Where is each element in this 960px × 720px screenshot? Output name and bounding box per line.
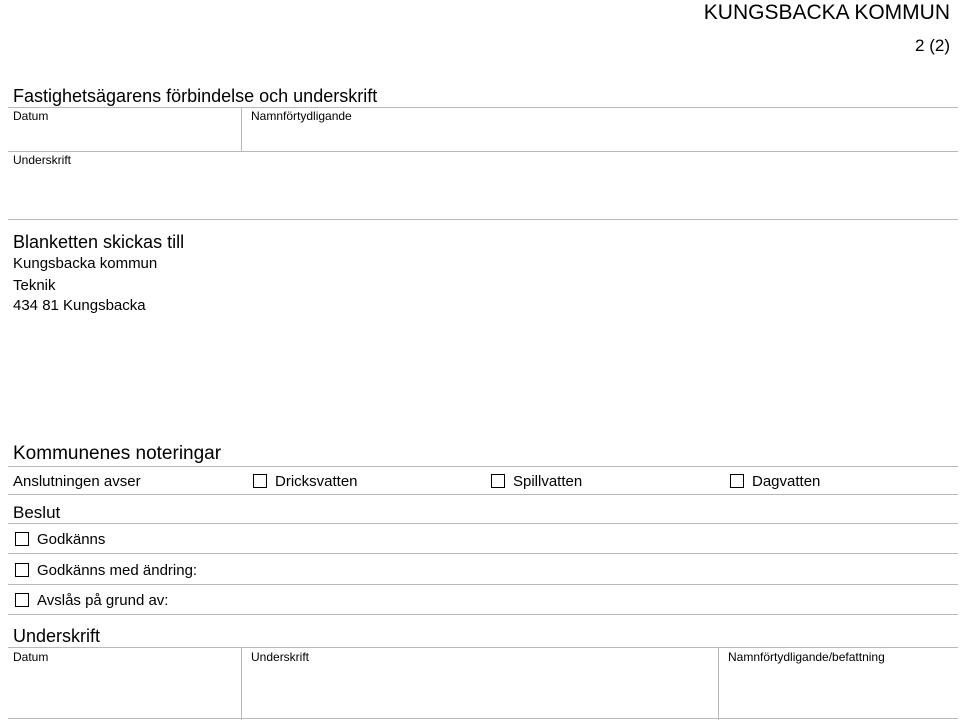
address-line: Teknik <box>13 277 56 294</box>
decision-godkanns-med-andring-label: Godkänns med ändring: <box>37 562 198 579</box>
divider <box>718 647 719 720</box>
decision-avslas-label: Avslås på grund av: <box>37 592 169 609</box>
divider <box>8 523 958 524</box>
divider <box>8 219 958 220</box>
option-dricksvatten-label: Dricksvatten <box>275 473 358 490</box>
address-line: Kungsbacka kommun <box>13 255 158 272</box>
send-to-title: Blanketten skickas till <box>13 232 185 252</box>
option-dagvatten-label: Dagvatten <box>752 473 821 490</box>
address-line: 434 81 Kungsbacka <box>13 297 146 314</box>
divider <box>241 647 242 720</box>
decision-title: Beslut <box>13 503 61 522</box>
owner-name-label: Namnförtydligande <box>251 109 352 123</box>
divider <box>8 553 958 554</box>
divider <box>8 494 958 495</box>
divider <box>8 107 958 108</box>
signature-date-label: Datum <box>13 650 49 664</box>
divider <box>8 718 958 719</box>
signature-section-title: Underskrift <box>13 626 101 646</box>
checkbox-dagvatten[interactable] <box>730 474 744 488</box>
divider <box>8 614 958 615</box>
divider <box>8 151 958 152</box>
checkbox-dricksvatten[interactable] <box>253 474 267 488</box>
option-spillvatten-label: Spillvatten <box>513 473 583 490</box>
owner-section-title: Fastighetsägarens förbindelse och underskrift <box>13 86 378 106</box>
divider <box>8 584 958 585</box>
divider <box>8 647 958 648</box>
connection-label: Anslutningen avser <box>13 473 141 490</box>
divider <box>241 107 242 151</box>
decision-godkanns-label: Godkänns <box>37 531 106 548</box>
signature-signature-label: Underskrift <box>251 650 310 664</box>
page-number: 2 (2) <box>915 36 950 55</box>
owner-date-label: Datum <box>13 109 49 123</box>
signature-name-title-label: Namnförtydligande/befattning <box>728 650 885 664</box>
checkbox-godkanns-med-andring[interactable] <box>15 563 29 577</box>
checkbox-spillvatten[interactable] <box>491 474 505 488</box>
org-name: KUNGSBACKA KOMMUN <box>703 1 950 24</box>
notes-title: Kommunenes noteringar <box>13 443 222 464</box>
checkbox-godkanns[interactable] <box>15 532 29 546</box>
divider <box>8 466 958 467</box>
owner-signature-label: Underskrift <box>13 153 72 167</box>
checkbox-avslas[interactable] <box>15 593 29 607</box>
